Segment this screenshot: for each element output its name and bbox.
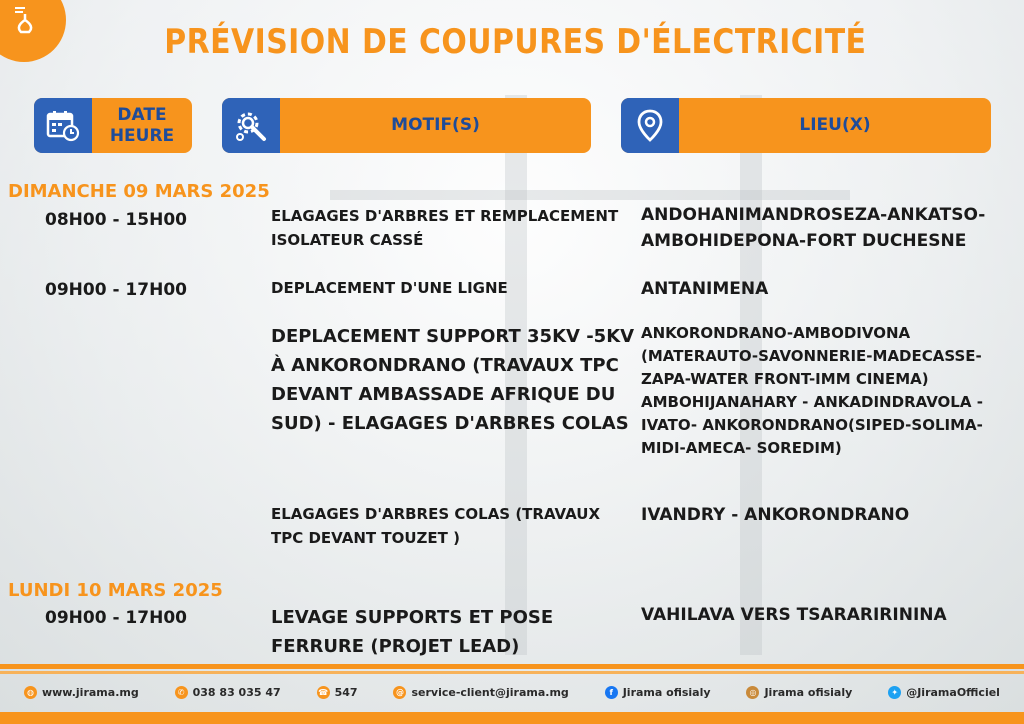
row-lieu: ANTANIMENA xyxy=(641,279,769,299)
email-icon: @ xyxy=(393,686,406,699)
row-time: 08H00 - 15H00 xyxy=(45,210,187,230)
row-motif: DEPLACEMENT SUPPORT 35KV -5KV À ANKORONDRANO (TRAVAUX TPC DEVANT AMBASSADE AFRIQUE DU SUD) - ELAGAGES D'ARBRES COLAS xyxy=(271,326,635,434)
facebook-icon: f xyxy=(605,686,618,699)
header-date-line2: HEURE xyxy=(109,125,175,146)
page-title: PRÉVISION DE COUPURES D'ÉLECTRICITÉ xyxy=(164,22,867,62)
location-pin-icon xyxy=(621,98,679,153)
row-motif: DEPLACEMENT D'UNE LIGNE xyxy=(271,279,508,297)
footer-call-center[interactable]: ☎ 547 xyxy=(318,685,358,699)
footer-instagram[interactable]: ◎ Jirama ofisialy xyxy=(746,686,852,699)
footer-rule xyxy=(0,671,1024,674)
instagram-icon: ◎ xyxy=(746,686,759,699)
row-lieu: VAHILAVA VERS TSARARIRININA xyxy=(641,605,947,625)
header-lieu-label: LIEU(X) xyxy=(799,115,871,135)
footer-bar xyxy=(0,712,1024,724)
header-date-line1: DATE xyxy=(117,104,167,125)
calendar-clock-icon xyxy=(34,98,92,153)
footer-rule xyxy=(0,664,1024,669)
footer-email[interactable]: @ service-client@jirama.mg xyxy=(393,686,568,699)
row-lieu: ANKORONDRANO-AMBODIVONA (MATERAUTO-SAVONNERIE-MADECASSE-ZAPA-WATER FRONT-IMM CINEMA) AMBOHIJANAHARY - ANKADINDRAVOLA - IVATO- ANKORONDRANO(SIPED-SOLIMA-MIDI-AMECA- SOREDIM) xyxy=(641,324,983,457)
header-motif-label: MOTIF(S) xyxy=(391,115,480,135)
row-time: 09H00 - 17H00 xyxy=(45,608,187,628)
day-label: LUNDI 10 MARS 2025 xyxy=(8,580,223,601)
footer-phone[interactable]: ✆ 038 83 035 47 xyxy=(175,686,281,699)
header-lieu xyxy=(621,98,991,153)
footer-twitter[interactable]: ✦ @JiramaOfficiel xyxy=(888,686,1000,699)
row-time: 09H00 - 17H00 xyxy=(45,280,187,300)
twitter-icon: ✦ xyxy=(888,686,901,699)
footer-website[interactable]: ◍ www.jirama.mg xyxy=(24,686,139,699)
row-motif: LEVAGE SUPPORTS ET POSE FERRURE (PROJET LEAD) xyxy=(271,607,554,657)
day-label: DIMANCHE 09 MARS 2025 xyxy=(8,181,270,202)
globe-icon: ◍ xyxy=(24,686,37,699)
footer-contacts xyxy=(0,680,1024,704)
footer-facebook[interactable]: f Jirama ofisialy xyxy=(605,686,711,699)
row-lieu: IVANDRY - ANKORONDRANO xyxy=(641,505,910,525)
phone-icon: ✆ xyxy=(175,686,188,699)
header-motif xyxy=(222,98,591,153)
call-center-icon: ☎ xyxy=(318,687,329,697)
header-date xyxy=(34,98,192,153)
row-motif: ELAGAGES D'ARBRES COLAS (TRAVAUX TPC DEVANT TOUZET ) xyxy=(271,505,601,547)
row-motif: ELAGAGES D'ARBRES ET REMPLACEMENT ISOLATEUR CASSÉ xyxy=(271,207,619,249)
row-lieu: ANDOHANIMANDROSEZA-ANKATSO-AMBOHIDEPONA-FORT DUCHESNE xyxy=(641,205,986,251)
gear-wrench-icon xyxy=(222,98,280,153)
